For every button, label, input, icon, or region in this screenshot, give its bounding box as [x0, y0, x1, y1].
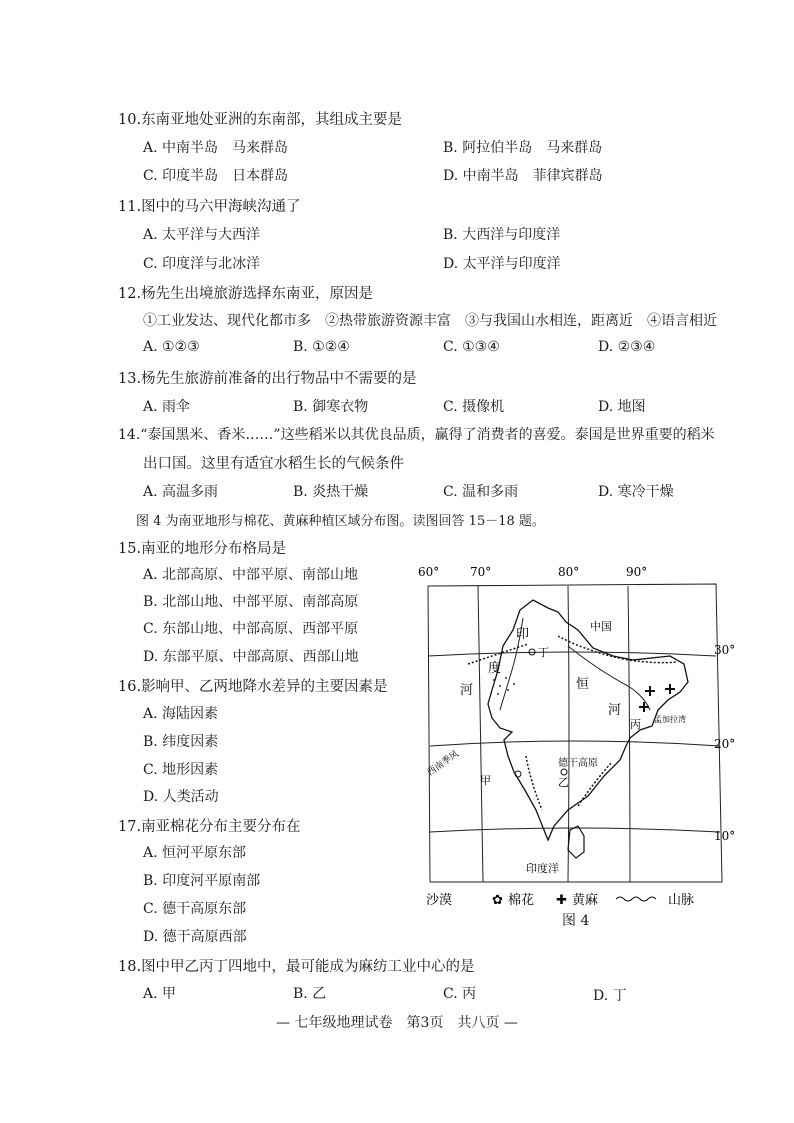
- question-10-stem: 10.东南亚地处亚洲的东南部，其组成主要是: [118, 112, 403, 128]
- label-jia: 甲: [480, 774, 491, 787]
- label-he: 河: [460, 683, 474, 698]
- question-16-stem: 16.影响甲、乙两地降水差异的主要因素是: [118, 679, 388, 695]
- question-17-stem: 17.南亚棉花分布主要分布在: [118, 819, 301, 835]
- q12-statements: ①工业发达、现代化都市多 ②热带旅游资源丰富 ③与我国山水相连，距离近 ④语言相近: [143, 313, 717, 329]
- question-14-stem: 14.“泰国黑米、香米……”这些稻米以其优良品质，赢得了消费者的喜爱。泰国是世界重要的稻米: [118, 427, 715, 443]
- question-18-stem: 18.图中甲乙丙丁四地中，最可能成为麻纺工业中心的是: [118, 959, 475, 975]
- legend-desert: 沙漠: [426, 893, 453, 908]
- q17-option-a: A. 恒河平原东部: [143, 845, 247, 861]
- label-china: 中国: [590, 620, 612, 633]
- label-yin: 印: [516, 627, 530, 642]
- western-ghats: [526, 756, 542, 810]
- question-12-stem: 12.杨先生出境旅游选择东南亚，原因是: [118, 286, 374, 302]
- q16-option-d: D. 人类活动: [143, 789, 219, 805]
- q18-option-a: A. 甲: [143, 986, 177, 1002]
- q14-option-c: C. 温和多雨: [443, 484, 519, 500]
- lon-label-80: 80°: [558, 565, 580, 579]
- q15-option-d: D. 东部平原、中部高原、西部山地: [143, 649, 359, 665]
- q11-option-c: C. 印度洋与北冰洋: [143, 256, 261, 272]
- q18-option-c: C. 丙: [443, 986, 477, 1002]
- q13-option-c: C. 摄像机: [443, 399, 505, 415]
- lat-label-20: 20°: [714, 737, 736, 751]
- q12-option-d: D. ②③④: [598, 339, 656, 355]
- legend-jute-icon: ✚: [556, 893, 567, 908]
- legend-mountain-icon: [616, 897, 656, 901]
- marker-yi: [561, 769, 567, 775]
- q11-option-b: B. 大西洋与印度洋: [443, 227, 561, 243]
- q12-option-a: A. ①②③: [143, 339, 200, 355]
- q15-option-a: A. 北部高原、中部平原、南部山地: [143, 567, 359, 583]
- label-monsoon: 西南季风: [425, 749, 462, 779]
- q15-option-c: C. 东部山地、中部高原、西部平原: [143, 621, 359, 637]
- q16-option-c: C. 地形因素: [143, 762, 219, 778]
- q18-option-d: D. 丁: [593, 988, 627, 1004]
- jute-markers: [639, 684, 675, 712]
- lon-label-90: 90°: [626, 565, 648, 579]
- legend-mountain: 山脉: [668, 893, 695, 908]
- south-asia-map: [408, 560, 738, 920]
- legend-jute: 黄麻: [572, 893, 599, 908]
- question-15-stem: 15.南亚的地形分布格局是: [118, 541, 287, 557]
- question-14-stem-cont: 出口国。这里有适宜水稻生长的气候条件: [143, 456, 404, 472]
- label-yi: 乙: [558, 776, 569, 789]
- question-13-stem: 13.杨先生旅游前准备的出行物品中不需要的是: [118, 371, 417, 387]
- sri-lanka-outline: [568, 826, 584, 858]
- q14-option-d: D. 寒冷干燥: [598, 484, 674, 500]
- desert-area: [493, 677, 515, 695]
- q10-option-d: D. 中南半岛 菲律宾群岛: [443, 168, 603, 184]
- q13-option-d: D. 地图: [598, 399, 646, 415]
- label-du: 度: [488, 661, 502, 676]
- q15-option-b: B. 北部山地、中部平原、南部高原: [143, 594, 359, 610]
- figure-caption: 图 4: [562, 913, 590, 929]
- legend-cotton: 棉花: [508, 893, 535, 908]
- q14-option-a: A. 高温多雨: [143, 484, 219, 500]
- q14-option-b: B. 炎热干燥: [293, 484, 369, 500]
- label-bay: 孟加拉湾: [654, 715, 686, 724]
- q16-option-b: B. 纬度因素: [143, 734, 219, 750]
- q11-option-d: D. 太平洋与印度洋: [443, 256, 561, 272]
- page-footer: — 七年级地理试卷 第3页 共八页 —: [276, 1015, 518, 1031]
- lat-label-30: 30°: [714, 643, 736, 657]
- q11-option-a: A. 太平洋与大西洋: [143, 227, 261, 243]
- q16-option-a: A. 海陆因素: [143, 706, 219, 722]
- legend-cotton-icon: ✿: [492, 893, 503, 908]
- label-deccan: 德干高原: [558, 758, 598, 769]
- himalaya-range: [558, 636, 676, 663]
- lon-label-60: 60°: [418, 565, 440, 579]
- label-indian-ocean: 印度洋: [526, 862, 559, 875]
- lon-label-70: 70°: [470, 565, 492, 579]
- label-ding: 丁: [538, 646, 549, 659]
- q17-option-c: C. 德干高原东部: [143, 901, 247, 917]
- lat-label-10: 10°: [714, 829, 736, 843]
- label-bing: 丙: [630, 718, 641, 731]
- q13-option-b: B. 御寒衣物: [293, 399, 369, 415]
- q10-option-a: A. 中南半岛 马来群岛: [143, 140, 289, 156]
- q17-option-b: B. 印度河平原南部: [143, 873, 261, 889]
- figure-intro: 图 4 为南亚地形与棉花、黄麻种植区域分布图。读图回答 15－18 题。: [136, 514, 545, 529]
- q10-option-b: B. 阿拉伯半岛 马来群岛: [443, 140, 603, 156]
- q13-option-a: A. 雨伞: [143, 399, 191, 415]
- label-he2: 河: [608, 703, 622, 718]
- question-11-stem: 11.图中的马六甲海峡沟通了: [118, 199, 301, 215]
- q10-option-c: C. 印度半岛 日本群岛: [143, 168, 289, 184]
- q12-option-c: C. ①③④: [443, 339, 500, 355]
- q18-option-b: B. 乙: [293, 986, 327, 1002]
- q17-option-d: D. 德干高原西部: [143, 929, 247, 945]
- q12-option-b: B. ①②④: [293, 339, 350, 355]
- label-heng: 恒: [576, 677, 590, 692]
